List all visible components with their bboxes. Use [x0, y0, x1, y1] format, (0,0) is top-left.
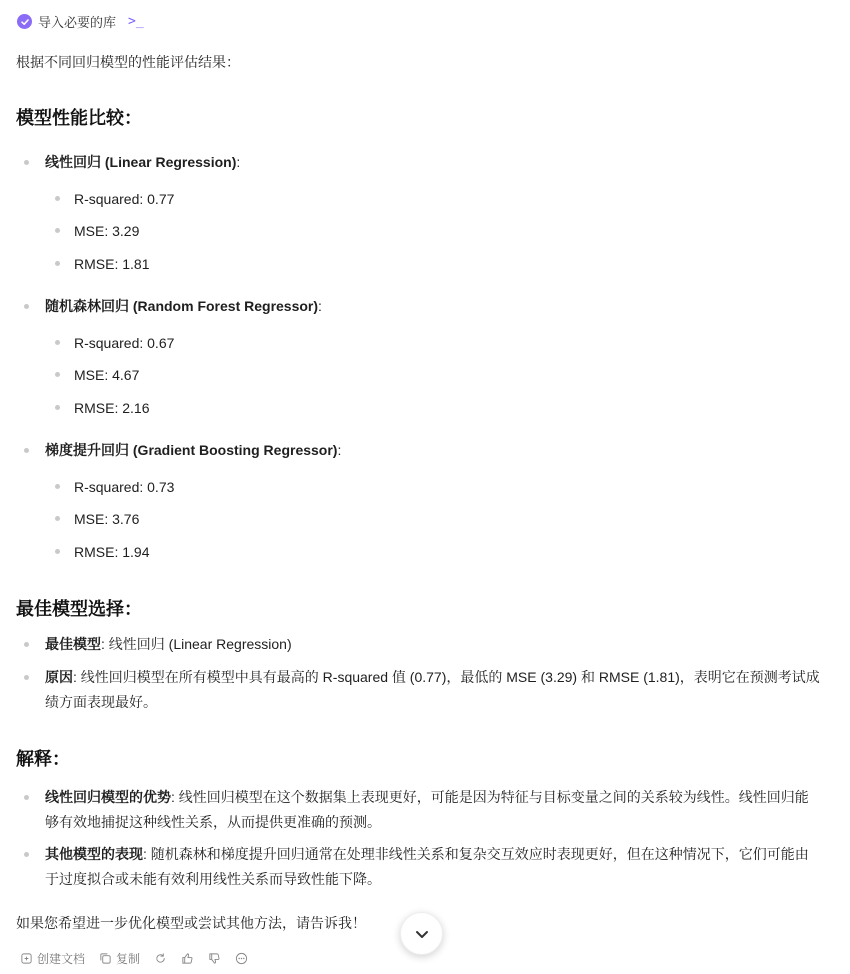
metric-item: R-squared: 0.73 [74, 476, 174, 498]
explain-item: 线性回归模型的优势: 线性回归模型在这个数据集上表现更好，可能是因为特征与目标变量之间的关系较为线性。线性回归能够有效地捕捉这种线性关系，从而提供更准确的预测。 [45, 785, 820, 835]
thumbs-up-icon [181, 952, 194, 965]
metric-item: MSE: 3.29 [74, 220, 139, 242]
like-button[interactable] [181, 952, 194, 965]
model-item: 梯度提升回归 (Gradient Boosting Regressor): [45, 438, 341, 463]
outro-text: 如果您希望进一步优化模型或尝试其他方法，请告诉我！ [16, 915, 366, 931]
step-status[interactable] [17, 12, 144, 31]
model-item: 随机森林回归 (Random Forest Regressor): [45, 294, 322, 319]
copy-button[interactable] [99, 950, 140, 967]
chevron-down-icon [414, 926, 430, 942]
scroll-down-button[interactable] [400, 912, 443, 955]
create-doc-button[interactable] [20, 950, 85, 967]
metric-item: MSE: 4.67 [74, 364, 139, 386]
metric-item: RMSE: 2.16 [74, 397, 149, 419]
refresh-icon [154, 952, 167, 965]
reason-item: 原因: 线性回归模型在所有模型中具有最高的 R-squared 值 (0.77)，最低的 MSE (3.29) 和 RMSE (1.81)，表明它在预测考试成绩方面表现最好。 [45, 665, 820, 715]
metric-item: MSE: 3.76 [74, 508, 139, 530]
best-model-item: 最佳模型: 线性回归 (Linear Regression) [45, 632, 820, 657]
explain-item: 其他模型的表现: 随机森林和梯度提升回归通常在处理非线性关系和复杂交互效应时表现更好，但在这种情况下，它们可能由于过度拟合或未能有效利用线性关系而导致性能下降。 [45, 842, 820, 892]
message-toolbar [20, 950, 248, 967]
document-add-icon [20, 952, 33, 965]
model-item: 线性回归 (Linear Regression): [45, 150, 240, 175]
metric-item: RMSE: 1.94 [74, 541, 149, 563]
more-button[interactable] [235, 952, 248, 965]
dislike-button[interactable] [208, 952, 221, 965]
copy-label: 复制 [116, 952, 141, 966]
copy-icon [99, 952, 112, 965]
section-title-compare: 模型性能比较： [16, 108, 142, 128]
metric-item: RMSE: 1.81 [74, 253, 149, 275]
step-label: 导入必要的库 [38, 15, 117, 30]
intro-text: 根据不同回归模型的性能评估结果： [16, 54, 240, 70]
metric-item: R-squared: 0.77 [74, 188, 174, 210]
regenerate-button[interactable] [154, 952, 167, 965]
metric-item: R-squared: 0.67 [74, 332, 174, 354]
more-icon [235, 952, 248, 965]
create-doc-label: 创建文档 [37, 952, 86, 966]
check-circle-icon [17, 14, 32, 29]
terminal-icon[interactable]: >_ [128, 14, 144, 29]
section-title-best: 最佳模型选择： [16, 599, 142, 619]
thumbs-down-icon [208, 952, 221, 965]
section-title-explain: 解释： [16, 749, 70, 769]
